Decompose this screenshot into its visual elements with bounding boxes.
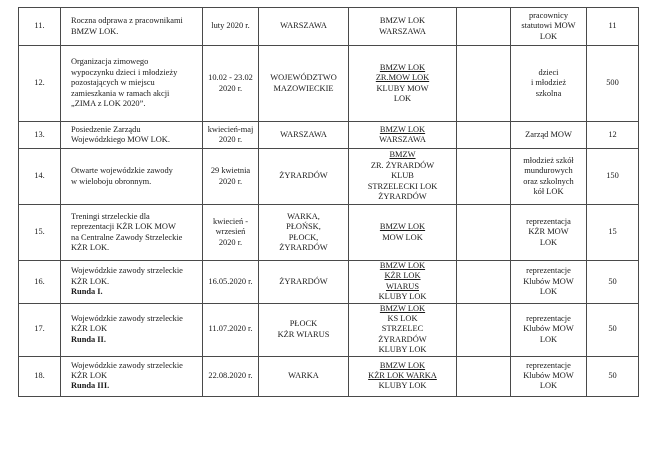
cell-line: BMZW LOK. (71, 26, 119, 36)
cell-line: kół LOK (533, 186, 564, 196)
cell-line: na Centralne Zawody Strzeleckie (71, 232, 183, 242)
cell-line: reprezentacja (526, 216, 571, 226)
organizer-line: LOK (393, 93, 412, 103)
cell-line: Roczna odprawa z pracownikami (71, 16, 183, 26)
organizer (349, 8, 457, 46)
organizer-line: WARSZAWA (379, 135, 426, 144)
table-row (19, 149, 639, 205)
organizer (349, 149, 457, 205)
organizer-line: BMZW (389, 150, 416, 160)
events-table (18, 7, 639, 397)
row-number: 13. (19, 122, 61, 149)
participant-count: 50 (587, 303, 639, 356)
row-number: 15. (19, 205, 61, 261)
cell-line: PŁOŃSK, (286, 222, 321, 232)
cell-line: KŻR WIARUS (277, 329, 330, 339)
cell-line: Klubów MOW (523, 276, 574, 286)
cell-line: 11.07.2020 r. (208, 324, 253, 334)
organizer-line: BMZW LOK (379, 222, 426, 232)
organizer (349, 205, 457, 261)
cell-line: LOK (539, 31, 558, 41)
organizer-line: BMZW LOK (379, 360, 426, 370)
organizer-line: BMZW LOK (379, 62, 426, 72)
cell-line: reprezentacje (526, 266, 571, 276)
cell-line: Organizacja zimowego (71, 57, 149, 67)
empty-cell (457, 122, 511, 149)
cell-line: 22.08.2020 r. (208, 370, 253, 380)
cell-line: luty 2020 r. (211, 21, 250, 31)
organizer-line: ZR. ŻYRARDÓW (370, 160, 435, 170)
organizer-line: KLUBY LOK (378, 345, 427, 355)
event-place (259, 261, 349, 304)
table-row (19, 8, 639, 46)
event-date (203, 356, 259, 396)
participants (511, 205, 587, 261)
organizer-line: KLUBY MOW (376, 83, 429, 93)
cell-line: kwiecień - (212, 216, 249, 226)
participant-count: 150 (587, 149, 639, 205)
event-place (259, 122, 349, 149)
organizer-line: BMZW LOK (379, 124, 426, 134)
cell-line: pracownicy (528, 10, 569, 20)
empty-cell (457, 149, 511, 205)
task-description (61, 303, 203, 356)
document-page (18, 7, 638, 397)
cell-line: statutowi MOW (521, 21, 576, 31)
event-place (259, 356, 349, 396)
cell-line: LOK (539, 381, 558, 391)
participants (511, 149, 587, 205)
table-row (19, 303, 639, 356)
cell-line: KŻR MOW (528, 227, 569, 237)
organizer-line: BMZW LOK (379, 16, 426, 26)
cell-line: WARSZAWA (280, 21, 327, 31)
organizer (349, 261, 457, 304)
cell-line: KŻR LOK (71, 324, 108, 334)
event-date (203, 8, 259, 46)
cell-line: Treningi strzeleckie dla (71, 211, 150, 221)
row-number: 11. (19, 8, 61, 46)
event-place (259, 149, 349, 205)
table-row (19, 261, 639, 304)
cell-line: ŻYRARDÓW (279, 242, 328, 252)
table-row (19, 46, 639, 122)
cell-line: LOK (539, 287, 558, 297)
cell-line: w wieloboju obronnym. (71, 176, 152, 186)
organizer-line: KŻR LOK WARKA (368, 370, 437, 380)
empty-cell (457, 356, 511, 396)
event-date (203, 122, 259, 149)
cell-line: PŁOCK, (288, 232, 319, 242)
cell-line: LOK (539, 334, 558, 344)
cell-line: Otwarte wojewódzkie zawody (71, 166, 173, 176)
organizer-line: STRZELECKI LOK (367, 181, 438, 191)
cell-line: WOJEWÓDZTWO (270, 73, 337, 83)
participants (511, 122, 587, 149)
cell-line: Wojewódzkiego MOW LOK. (71, 135, 170, 144)
task-description (61, 8, 203, 46)
cell-line: Wojewódzkie zawody strzeleckie (71, 266, 183, 276)
event-date (203, 303, 259, 356)
participants (511, 356, 587, 396)
round-label: Runda I. (71, 287, 103, 297)
cell-line: szkolna (535, 88, 562, 98)
round-label: Runda III. (71, 381, 110, 391)
participants (511, 261, 587, 304)
event-date (203, 46, 259, 122)
organizer-line: KLUBY LOK (378, 381, 427, 391)
cell-line: WARKA, (287, 211, 320, 221)
event-date (203, 149, 259, 205)
cell-line: 2020 r. (218, 83, 243, 93)
cell-line: i młodzież (530, 78, 567, 88)
cell-line: MAZOWIECKIE (273, 83, 334, 93)
task-description (61, 46, 203, 122)
cell-line: reprezentacje (526, 314, 571, 324)
cell-line: WARSZAWA (280, 129, 327, 139)
row-number: 17. (19, 303, 61, 356)
table-row (19, 356, 639, 396)
task-description (61, 122, 203, 149)
task-description (61, 205, 203, 261)
task-description (61, 356, 203, 396)
row-number: 12. (19, 46, 61, 122)
empty-cell (457, 46, 511, 122)
organizer-line: STRZELEC (381, 324, 424, 334)
cell-line: KŻR LOK. (71, 276, 110, 286)
empty-cell (457, 261, 511, 304)
organizer-line: WIARUS (385, 281, 420, 291)
organizer-line: KŻR LOK (384, 271, 421, 281)
participant-count: 50 (587, 261, 639, 304)
event-date (203, 205, 259, 261)
cell-line: 2020 r. (218, 237, 243, 247)
cell-line: mundurowych (524, 166, 573, 176)
event-place (259, 303, 349, 356)
row-number: 18. (19, 356, 61, 396)
cell-line: reprezentacji KŻR LOK MOW (71, 222, 176, 232)
organizer-line: BMZW LOK (379, 261, 426, 270)
cell-line: Posiedzenie Zarządu (71, 124, 141, 134)
cell-line: wypoczynku dzieci i młodzieży (71, 67, 178, 77)
participants (511, 303, 587, 356)
empty-cell (457, 303, 511, 356)
table-row (19, 122, 639, 149)
cell-line: Wojewódzkie zawody strzeleckie (71, 314, 183, 324)
cell-line: 2020 r. (218, 176, 243, 186)
cell-line: 2020 r. (218, 135, 243, 144)
participant-count: 12 (587, 122, 639, 149)
round-label: Runda II. (71, 334, 106, 344)
organizer-line: BMZW LOK (379, 303, 426, 313)
cell-line: oraz szkolnych (523, 176, 574, 186)
empty-cell (457, 8, 511, 46)
row-number: 16. (19, 261, 61, 304)
organizer (349, 46, 457, 122)
cell-line: Klubów MOW (523, 370, 574, 380)
cell-line: zamieszkania w ramach akcji (71, 88, 170, 98)
cell-line: 10.02 - 23.02 (208, 73, 253, 83)
empty-cell (457, 205, 511, 261)
participant-count: 500 (587, 46, 639, 122)
organizer-line: KLUBY LOK (378, 292, 427, 302)
cell-line: ŻYRARDÓW (279, 171, 328, 181)
cell-line: 29 kwietnia (210, 166, 251, 176)
cell-line: LOK (539, 237, 558, 247)
organizer-line: ŻYRARDÓW (378, 334, 427, 344)
organizer (349, 356, 457, 396)
organizer-line: ŻYRARDÓW (378, 192, 427, 202)
task-description (61, 261, 203, 304)
event-place (259, 205, 349, 261)
cell-line: pozostających w miejscu (71, 78, 155, 88)
participant-count: 15 (587, 205, 639, 261)
cell-line: ŻYRARDÓW (279, 276, 328, 286)
organizer-line: WARSZAWA (379, 26, 426, 36)
cell-line: dzieci (538, 67, 559, 77)
cell-line: Wojewódzkie zawody strzeleckie (71, 360, 183, 370)
cell-line: młodzież szkół (523, 155, 574, 165)
participant-count: 11 (587, 8, 639, 46)
cell-line: kwiecień-maj (207, 124, 254, 134)
organizer (349, 303, 457, 356)
organizer-line: KS LOK (387, 314, 418, 324)
row-number: 14. (19, 149, 61, 205)
cell-line: „ZIMA z LOK 2020”. (71, 99, 146, 109)
organizer-line: KLUB (391, 171, 414, 181)
organizer-line: ZR.MOW LOK (375, 73, 430, 83)
participant-count: 50 (587, 356, 639, 396)
event-place (259, 46, 349, 122)
table-row (19, 205, 639, 261)
event-place (259, 8, 349, 46)
cell-line: Zarząd MOW (525, 129, 572, 139)
participants (511, 46, 587, 122)
participants (511, 8, 587, 46)
cell-line: WARKA (288, 370, 319, 380)
cell-line: KŻR LOK (71, 370, 108, 380)
organizer (349, 122, 457, 149)
cell-line: reprezentacje (526, 360, 571, 370)
cell-line: Klubów MOW (523, 324, 574, 334)
cell-line: PŁOCK (289, 319, 318, 329)
cell-line: wrzesień (215, 227, 246, 237)
cell-line: 16.05.2020 r. (208, 276, 253, 286)
organizer-line: MOW LOK (382, 232, 423, 242)
event-date (203, 261, 259, 304)
task-description (61, 149, 203, 205)
cell-line: KŻR LOK. (71, 242, 110, 252)
